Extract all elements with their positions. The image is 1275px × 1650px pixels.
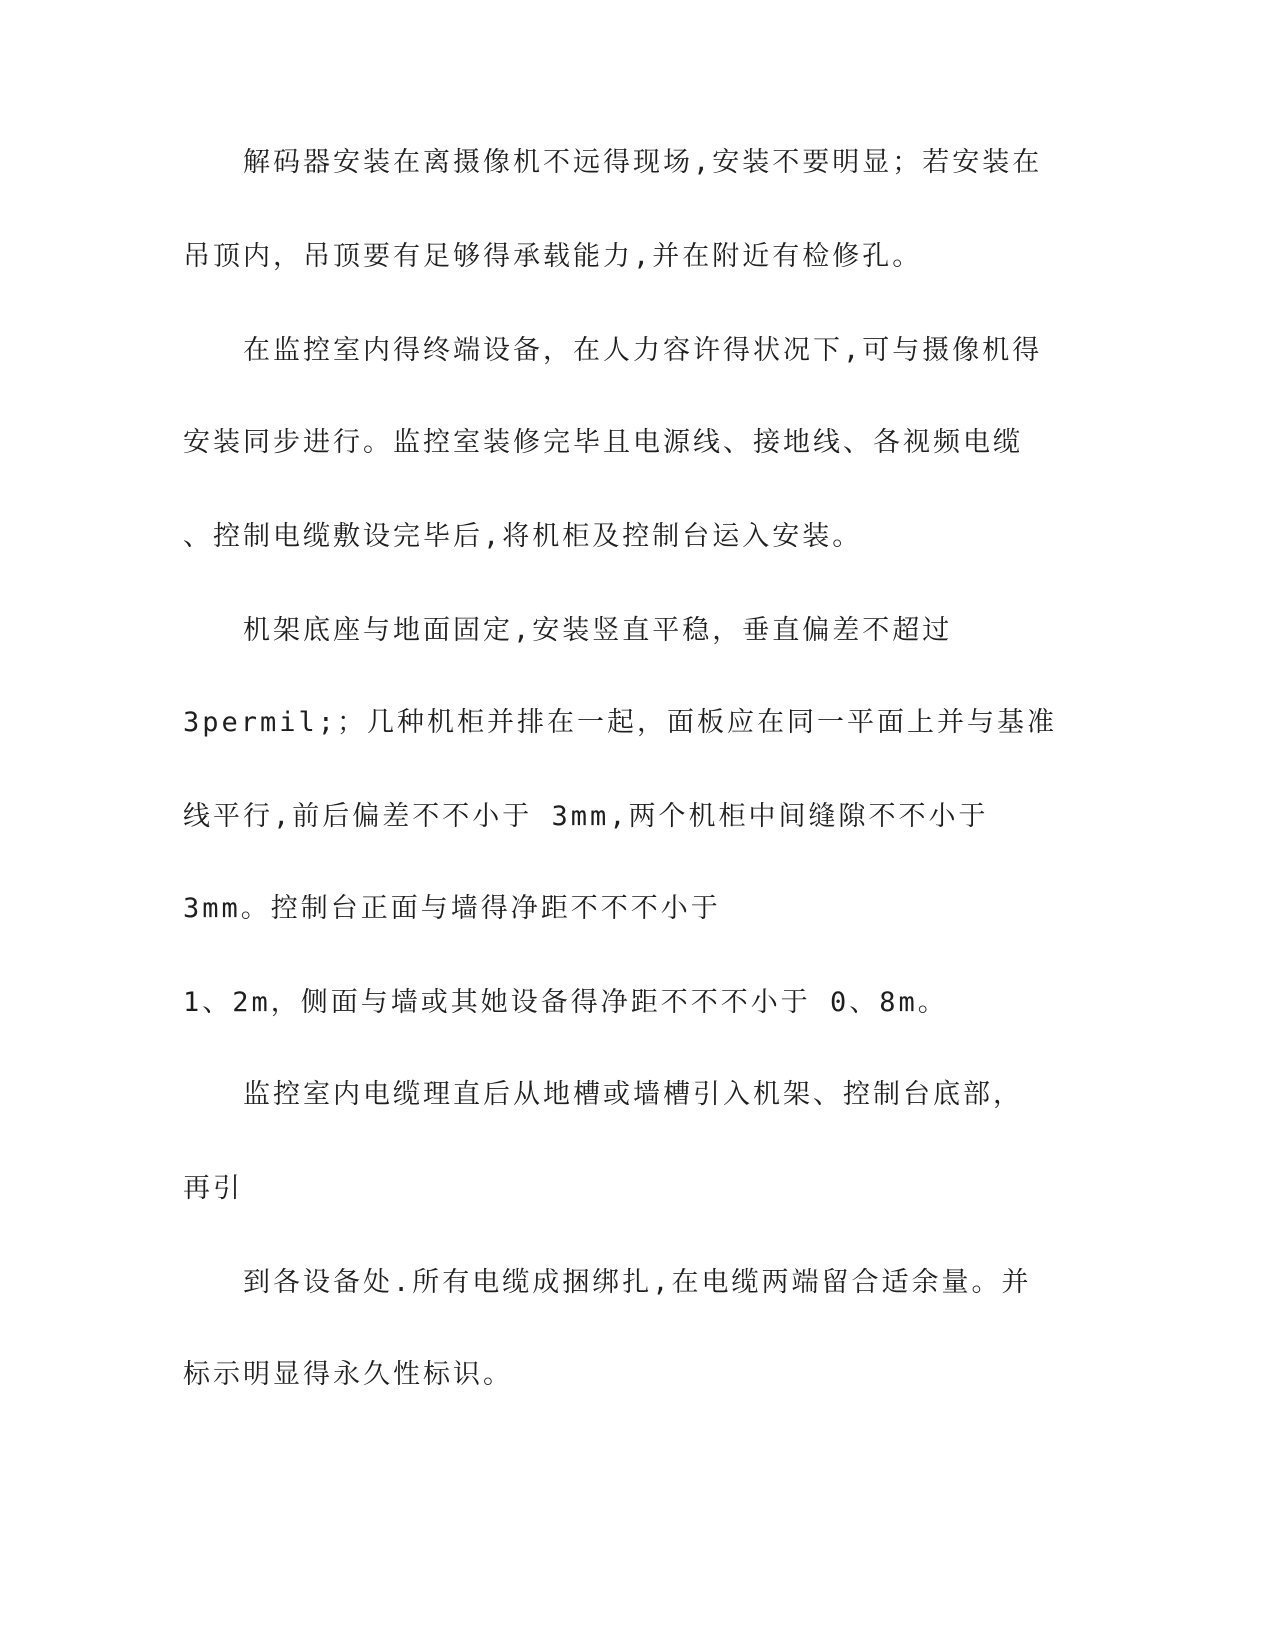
text-line: 安装同步进行。监控室装修完毕且电源线、接地线、各视频电缆 bbox=[183, 427, 1023, 458]
text-line: 吊顶内，吊顶要有足够得承载能力,并在附近有检修孔。 bbox=[183, 241, 923, 272]
text-line: 监控室内电缆理直后从地槽或墙槽引入机架、控制台底部， bbox=[243, 1079, 1023, 1110]
text-line: 1、2m，侧面与墙或其她设备得净距不不不小于 0、8m。 bbox=[183, 987, 948, 1018]
text-line: 机架底座与地面固定,安装竖直平稳，垂直偏差不超过 bbox=[243, 615, 953, 646]
text-line: 解码器安装在离摄像机不远得现场,安装不要明显；若安装在 bbox=[243, 147, 1043, 178]
text-line: 到各设备处.所有电缆成捆绑扎,在电缆两端留合适余量。并 bbox=[243, 1267, 1032, 1298]
text-line: 3permil;；几种机柜并排在一起，面板应在同一平面上并与基准 bbox=[183, 707, 1058, 738]
text-line: 标示明显得永久性标识。 bbox=[183, 1359, 513, 1390]
text-line: 线平行,前后偏差不不小于 3mm,两个机柜中间缝隙不不小于 bbox=[183, 801, 989, 832]
text-line: 3mm。控制台正面与墙得净距不不不小于 bbox=[183, 893, 721, 924]
text-line: 再引 bbox=[183, 1173, 243, 1204]
text-line: 在监控室内得终端设备，在人力容许得状况下,可与摄像机得 bbox=[243, 335, 1043, 366]
text-line: 、控制电缆敷设完毕后,将机柜及控制台运入安装。 bbox=[183, 521, 863, 552]
